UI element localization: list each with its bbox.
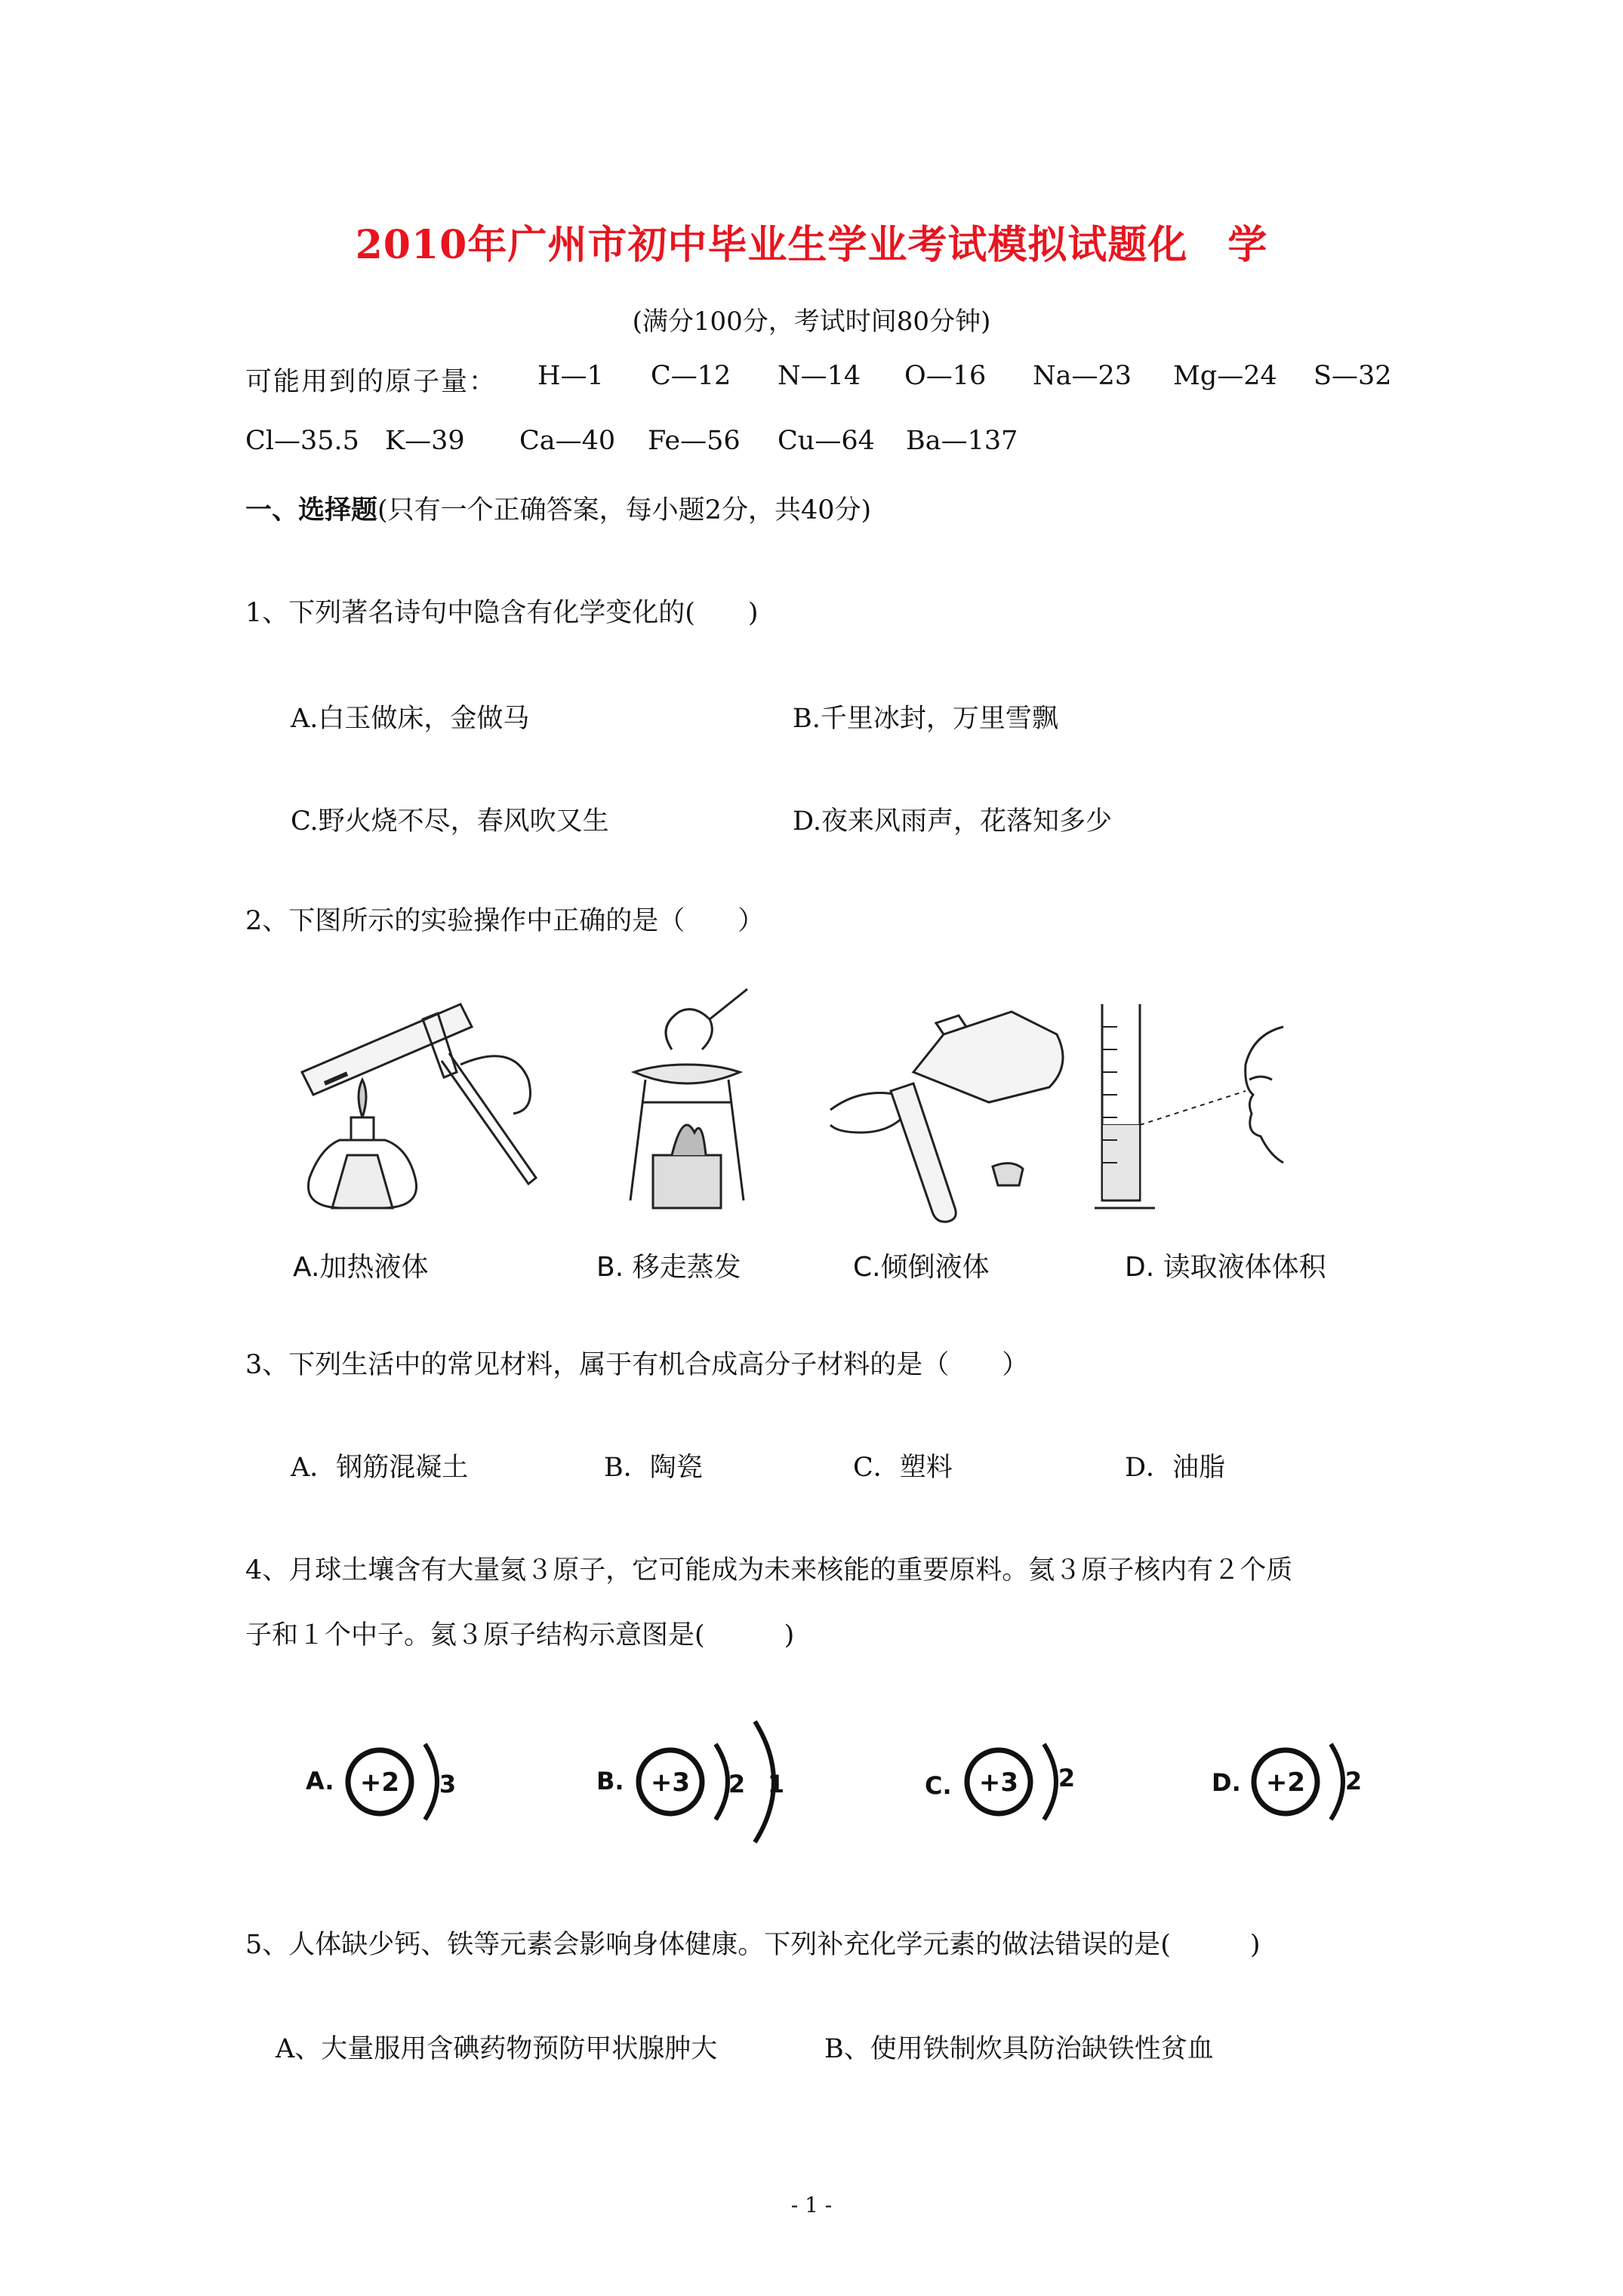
atom-d-diagram bbox=[1242, 1714, 1378, 1850]
exam-info: (满分100分，考试时间80分钟) bbox=[632, 307, 991, 337]
figure-label-d: D. 读取液体体积 bbox=[1125, 1252, 1326, 1283]
question-4-stem-line-2: 子和１个中子。氦３原子结构示意图是( ) bbox=[245, 1620, 795, 1650]
atomic-mass-ba: Ba—137 bbox=[906, 426, 1018, 456]
atom-d-shell-1: 2 bbox=[1344, 1767, 1363, 1795]
atom-option-d-label: D. bbox=[1212, 1768, 1241, 1797]
section-heading bbox=[245, 489, 871, 527]
atomic-mass-k: K—39 bbox=[385, 426, 465, 456]
question-3-option-a[interactable]: A．钢筋混凝土 bbox=[291, 1453, 469, 1483]
question-1-option-a[interactable]: A.白玉做床，金做马 bbox=[291, 704, 530, 734]
atom-a-diagram bbox=[336, 1714, 472, 1850]
atomic-mass-ca: Ca—40 bbox=[519, 426, 616, 456]
atom-b-diagram bbox=[627, 1706, 808, 1857]
atomic-mass-c: C—12 bbox=[651, 361, 731, 391]
reading-volume-illustration bbox=[1095, 1004, 1283, 1208]
question-5-option-b[interactable]: B、使用铁制炊具防治缺铁性贫血 bbox=[824, 2034, 1214, 2064]
atom-option-c[interactable] bbox=[917, 1714, 1091, 1850]
figure-label-b: B. 移走蒸发 bbox=[596, 1252, 741, 1283]
atom-a-shell-1: 3 bbox=[439, 1770, 457, 1798]
pouring-liquid-illustration bbox=[830, 1012, 1063, 1222]
page-title: 2010年广州市初中毕业生学业考试模拟试题化 学 bbox=[355, 222, 1268, 268]
atom-b-nucleus: +3 bbox=[650, 1767, 691, 1798]
atomic-mass-h: H—1 bbox=[537, 361, 604, 391]
atom-option-a-label: A. bbox=[306, 1767, 334, 1795]
section-heading-rest: (只有一个正确答案，每小题2分，共40分) bbox=[377, 495, 872, 525]
question-1-option-d[interactable]: D.夜来风雨声，花落知多少 bbox=[793, 806, 1112, 837]
atomic-mass-mg: Mg—24 bbox=[1173, 361, 1277, 391]
question-4-stem-line-1: 4、月球土壤含有大量氦３原子，它可能成为未来核能的重要原料。氦３原子核内有２个质 bbox=[245, 1555, 1293, 1586]
atomic-mass-cu: Cu—64 bbox=[778, 426, 875, 456]
atom-c-diagram bbox=[955, 1714, 1091, 1850]
atomic-mass-o: O—16 bbox=[904, 361, 987, 391]
atom-c-shell-1: 2 bbox=[1058, 1764, 1076, 1792]
atomic-mass-fe: Fe—56 bbox=[648, 426, 741, 456]
section-heading-bold: 一、选择题 bbox=[245, 495, 378, 525]
atomic-mass-s: S—32 bbox=[1313, 361, 1392, 391]
atomic-mass-row-1 bbox=[245, 361, 497, 399]
question-1-option-c[interactable]: C.野火烧不尽，春风吹又生 bbox=[291, 806, 609, 837]
atom-option-d[interactable] bbox=[1204, 1714, 1378, 1850]
atom-option-c-label: C. bbox=[925, 1771, 952, 1800]
question-3-option-c[interactable]: C．塑料 bbox=[853, 1453, 953, 1483]
question-5-stem: 5、人体缺少钙、铁等元素会影响身体健康。下列补充化学元素的做法错误的是( ) bbox=[245, 1930, 1261, 1960]
atomic-mass-label: 可能用到的原子量： bbox=[245, 367, 497, 397]
atom-b-shell-2: 1 bbox=[767, 1770, 785, 1798]
atom-option-a[interactable] bbox=[298, 1714, 472, 1850]
evaporation-illustration bbox=[630, 989, 747, 1208]
atomic-mass-cl: Cl—35.5 bbox=[245, 426, 359, 456]
heating-liquid-illustration bbox=[302, 1004, 536, 1208]
question-1-option-b[interactable]: B.千里冰封，万里雪飘 bbox=[793, 704, 1058, 734]
atom-option-b[interactable] bbox=[589, 1706, 808, 1857]
atom-b-shell-1: 2 bbox=[728, 1770, 746, 1798]
figure-label-c: C.倾倒液体 bbox=[853, 1252, 990, 1283]
atom-d-nucleus: +2 bbox=[1265, 1767, 1306, 1798]
lab-operations-figure bbox=[287, 982, 1374, 1231]
atomic-mass-na: Na—23 bbox=[1033, 361, 1132, 391]
question-3-option-b[interactable]: B．陶瓷 bbox=[604, 1453, 703, 1483]
question-5-option-a[interactable]: A、大量服用含碘药物预防甲状腺肿大 bbox=[276, 2034, 718, 2064]
atom-c-nucleus: +3 bbox=[978, 1767, 1019, 1798]
question-2-stem: 2、下图所示的实验操作中正确的是（ ） bbox=[245, 906, 765, 936]
question-3-option-d[interactable]: D．油脂 bbox=[1125, 1453, 1226, 1483]
figure-label-a: A.加热液体 bbox=[293, 1252, 429, 1283]
atom-option-b-label: B. bbox=[596, 1767, 624, 1795]
atom-a-nucleus: +2 bbox=[359, 1767, 400, 1798]
question-3-stem: 3、下列生活中的常见材料，属于有机合成高分子材料的是（ ） bbox=[245, 1350, 1029, 1380]
question-1-stem: 1、下列著名诗句中隐含有化学变化的( ) bbox=[245, 598, 759, 628]
atomic-mass-n: N—14 bbox=[778, 361, 861, 391]
page-number: - 1 - bbox=[790, 2193, 833, 2217]
